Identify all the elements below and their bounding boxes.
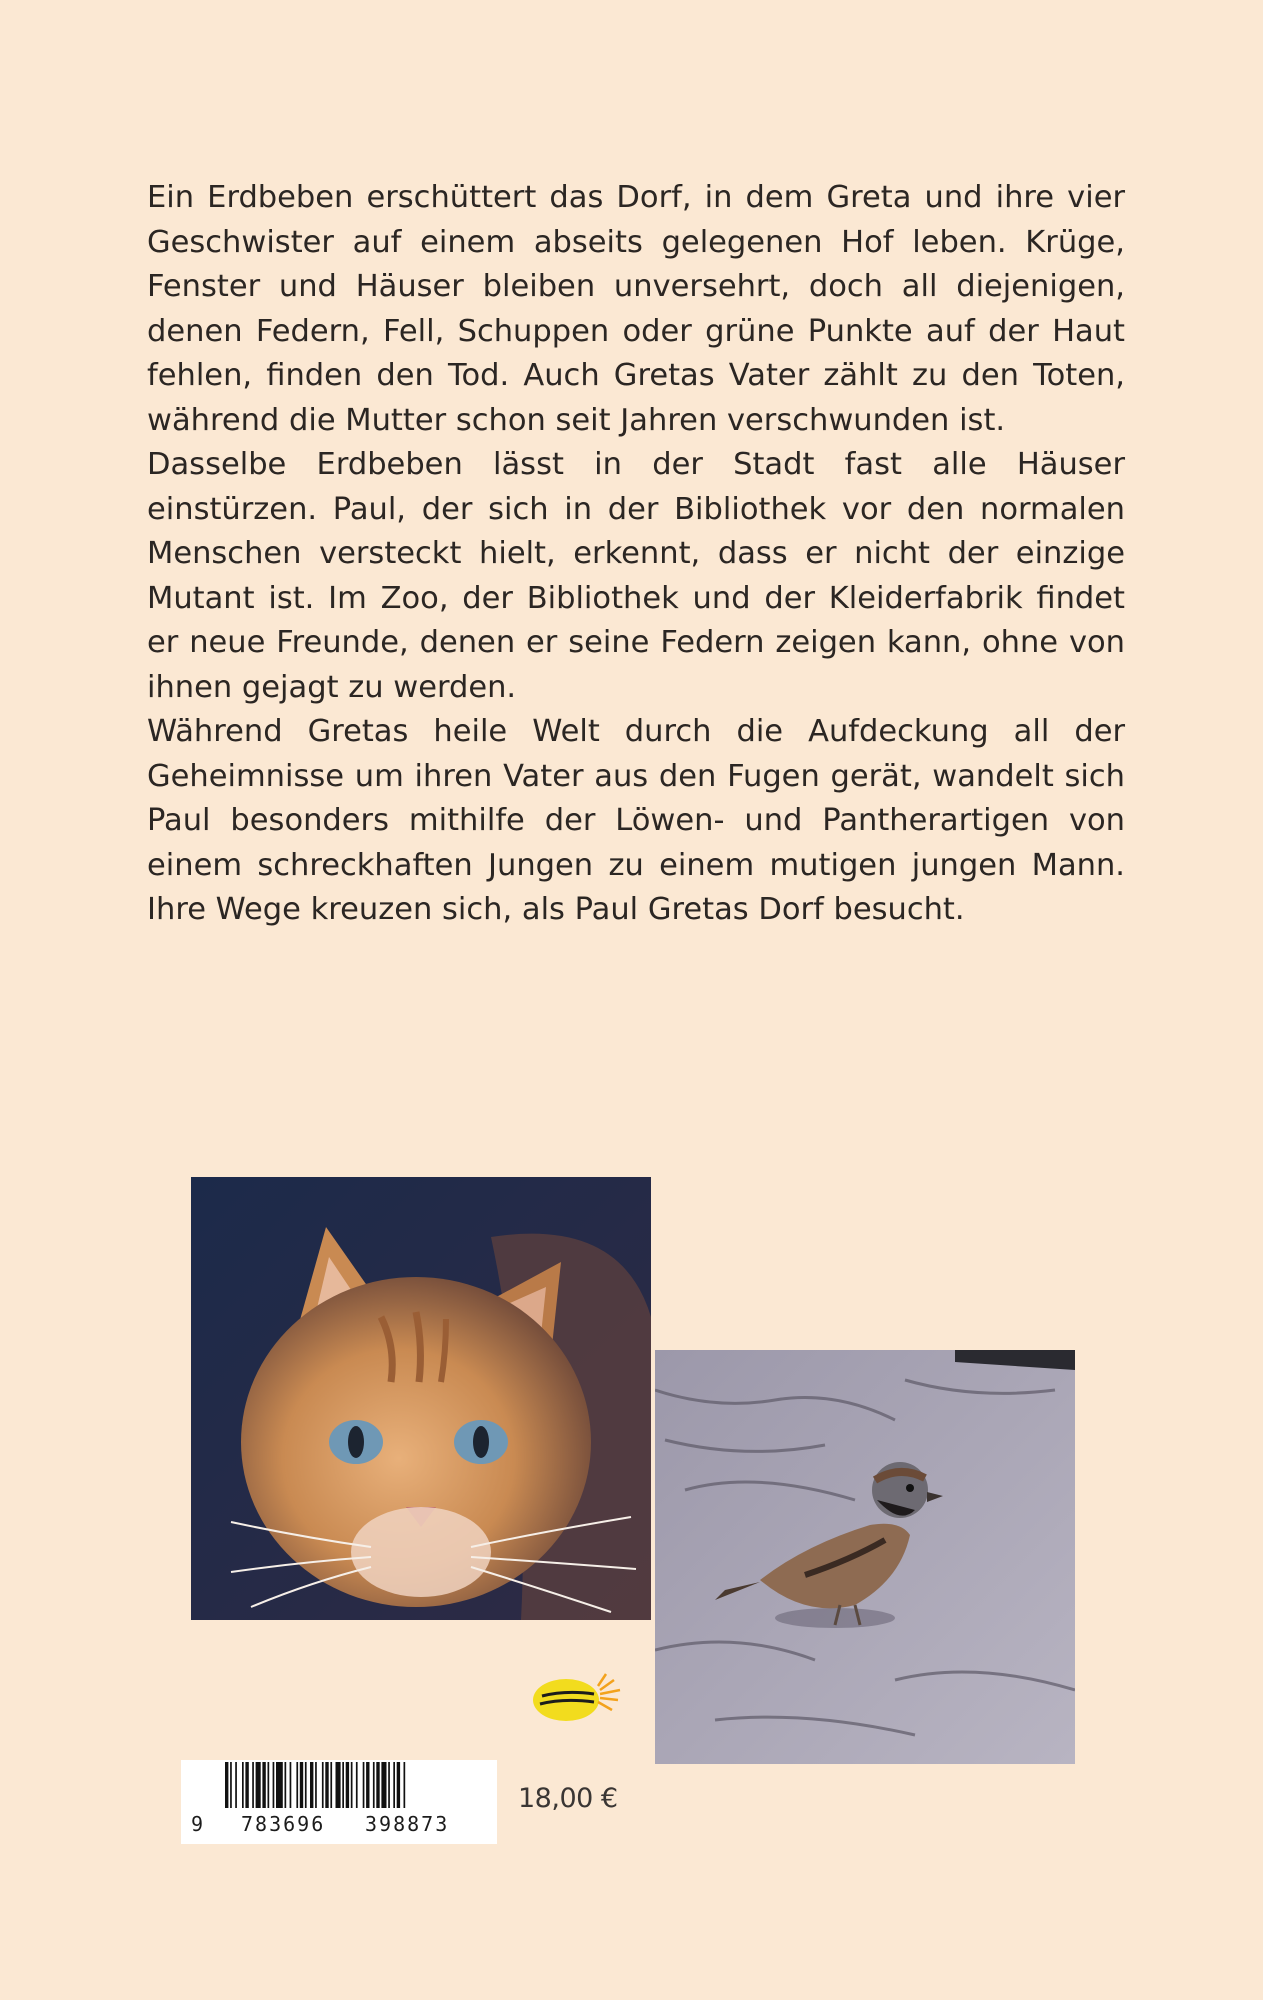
barcode-bar	[356, 1762, 358, 1808]
barcode-bar	[230, 1762, 232, 1808]
barcode-bar	[342, 1762, 344, 1808]
barcode-bar	[363, 1762, 365, 1808]
cat-photo	[191, 1177, 651, 1620]
barcode-bar	[235, 1762, 237, 1808]
barcode-bar	[325, 1762, 328, 1808]
back-cover-blurb	[147, 176, 1125, 933]
barcode-bar	[397, 1762, 400, 1808]
barcode-bar	[300, 1762, 303, 1808]
barcode-bar	[322, 1762, 324, 1808]
barcode-bar	[393, 1762, 395, 1808]
barcode-digits-group-1: 783696	[241, 1812, 326, 1836]
barcode-bar	[290, 1762, 292, 1808]
barcode-bar	[273, 1762, 275, 1808]
barcode-bar	[366, 1762, 369, 1808]
barcode-lead-digit: 9	[191, 1812, 206, 1836]
price-label: 18,00 €	[518, 1783, 618, 1814]
barcode-bar	[381, 1762, 386, 1808]
barcode-bar	[388, 1762, 390, 1808]
barcode-bar	[256, 1762, 261, 1808]
isbn-barcode	[181, 1760, 497, 1844]
barcode-bar	[268, 1762, 270, 1808]
barcode-bar	[351, 1762, 353, 1808]
barcode-bar	[305, 1762, 307, 1808]
barcode-bar	[252, 1762, 254, 1808]
barcode-bar	[242, 1762, 244, 1808]
barcode-bar	[285, 1762, 287, 1808]
barcode-bar	[330, 1762, 332, 1808]
barcode-bar	[404, 1762, 406, 1808]
barcode-bar	[373, 1762, 375, 1808]
barcode-bar	[296, 1762, 298, 1808]
sparrow-photo	[655, 1350, 1075, 1764]
barcode-bar	[336, 1762, 341, 1808]
blurb-paragraph: Während Gretas heile Welt durch die Aufdeckung all der Geheimnisse um ihren Vater aus den Fugen gerät, wandelt sich Paul besonders mithilfe der Löwen- und Pantherartigen von einem schreckhaften Jungen zu einem mutigen jungen Mann. Ihre Wege kreuzen sich, als Paul Gretas Dorf besucht.	[147, 714, 1125, 927]
barcode-bar	[376, 1762, 379, 1808]
barcode-bar	[225, 1762, 228, 1808]
barcode-digits-group-2: 398873	[365, 1812, 450, 1836]
barcode-bar	[310, 1762, 313, 1808]
barcode-bar	[245, 1762, 248, 1808]
barcode-bar	[315, 1762, 317, 1808]
barcode-bar	[346, 1762, 349, 1808]
blurb-paragraph: Dasselbe Erdbeben lässt in der Stadt fast alle Häuser einstürzen. Paul, der sich in der Bibliothek vor den normalen Menschen versteckt hielt, erkennt, dass er nicht der einzige Mutant ist. Im Zoo, der Bibliothek und der Kleiderfabrik findet er neue Freunde, denen er seine Federn zeigen kann, ohne von ihnen gejagt zu werden.	[147, 447, 1125, 705]
blurb-paragraph: Ein Erdbeben erschüttert das Dorf, in dem Greta und ihre vier Geschwister auf einem abseits gelegenen Hof leben. Krüge, Fenster und Häuser bleiben unversehrt, doch all diejenigen, denen Federn, Fell, Schuppen oder grüne Punkte auf der Haut fehlen, finden den Tod. Auch Gretas Vater zählt zu den Toten, während die Mutter schon seit Jahren verschwunden ist.	[147, 180, 1125, 438]
barcode-bar	[262, 1762, 265, 1808]
barcode-bar	[276, 1762, 283, 1808]
yellow-feather-egg-logo	[528, 1670, 624, 1724]
